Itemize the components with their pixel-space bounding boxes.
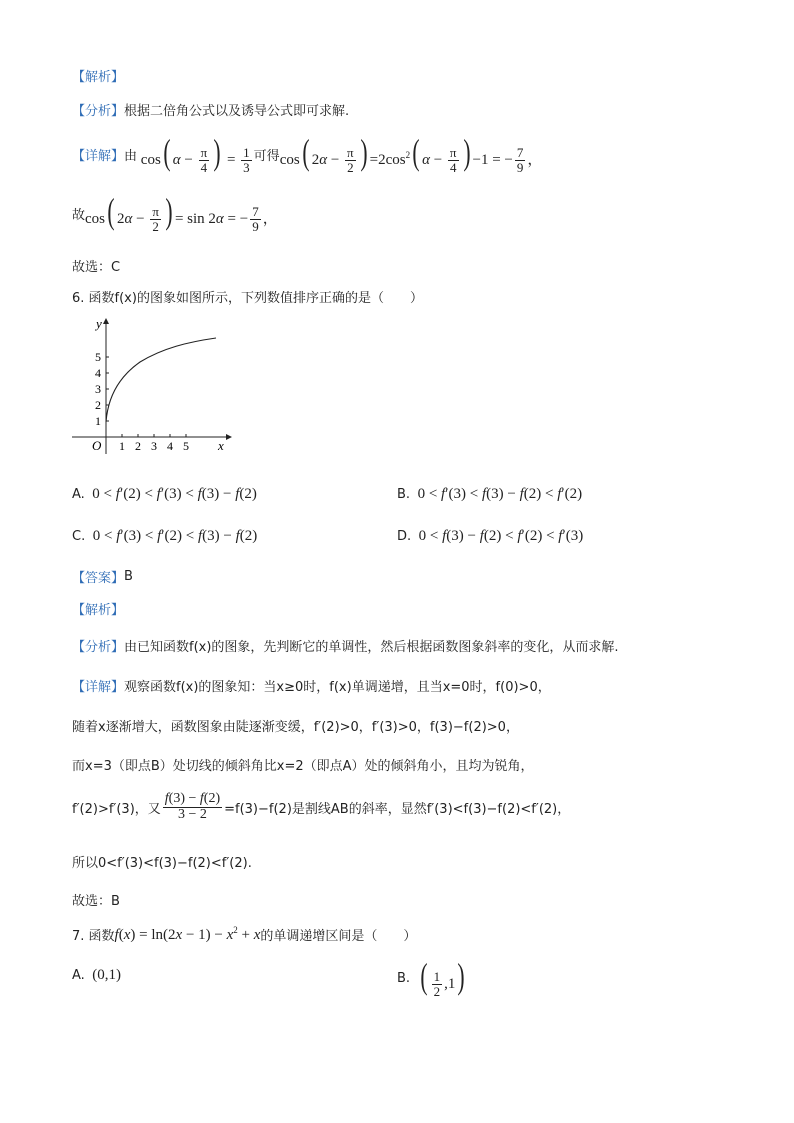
xiangjie-kede: 可得	[253, 148, 280, 164]
option-c[interactable]	[72, 528, 257, 545]
xiangjie-q5-line1	[72, 134, 542, 175]
detail-1: 观察函数f(x)的图象知：当x≥0时，f(x)单调递增，且当x=0时，f(0)>0，	[124, 680, 551, 695]
origin-label: O	[92, 438, 102, 453]
xiangjie-q5-line2	[72, 193, 278, 234]
option-a-label: A.	[72, 487, 85, 502]
formula-cos-condition: cos( α − $\frac{\pi}{4}$ ) = $\frac{1}{3}$	[137, 132, 250, 176]
x-axis-label: x	[218, 438, 224, 453]
q6-stem	[72, 287, 423, 306]
y-tick-2: 2	[95, 398, 101, 412]
q7-option-b-formula: ( $\frac{1}{2}$ ,1)	[419, 956, 465, 1000]
jiexi-tag: 【解析】	[72, 70, 125, 85]
option-a-formula: 0 < f′(2) < f′(3) < f(3) − f(2)	[84, 486, 257, 502]
detail-4a: f′(2)>f′(3)，又	[72, 801, 161, 817]
x-tick-2: 2	[135, 439, 141, 453]
detail-4b: =f(3)−f(2)是割线AB的斜率，显然f′(3)<f(3)−f(2)<f′(2)，	[224, 801, 571, 817]
fenxi-text: 根据二倍角公式以及诱导公式即可求解.	[124, 104, 350, 119]
xiangjie-q6-line3	[72, 755, 534, 774]
xiangjie-you: 由	[124, 148, 138, 164]
option-b-formula: 0 < f′(3) < f(3) − f(2) < f′(2)	[410, 486, 583, 502]
q7-stem-post: 的单调递增区间是（ ）	[260, 929, 417, 944]
detail-5: 所以0<f′(3)<f(3)−f(2)<f′(2).	[72, 856, 252, 871]
xuanze-q6	[72, 890, 120, 909]
x-tick-3: 3	[151, 439, 157, 453]
option-d-formula: 0 < f(3) − f(2) < f′(2) < f′(3)	[411, 528, 584, 544]
detail-3: 而x=3（即点B）处切线的倾斜角比x=2（即点A）处的倾斜角小，且均为锐角，	[72, 759, 534, 774]
q7-option-a-formula: (0,1)	[84, 967, 122, 983]
xuanze-q6-text: 故选：B	[72, 894, 120, 909]
option-c-label: C.	[72, 529, 86, 544]
option-b-label: B.	[397, 487, 411, 502]
fenxi-tag: 【分析】	[72, 104, 125, 119]
xiangjie-tag: 【详解】	[72, 148, 125, 164]
xiangjie-q6-line5	[72, 852, 252, 871]
option-d-label: D.	[397, 529, 412, 544]
jiexi-heading-q5	[72, 66, 124, 85]
xiangjie-q6-line1	[72, 676, 551, 695]
answer-q6-value: B	[124, 569, 133, 584]
y-tick-4: 4	[95, 366, 101, 380]
y-tick-5: 5	[95, 350, 101, 364]
xiangjie-q6-line2	[72, 716, 519, 735]
y-tick-1: 1	[95, 414, 101, 428]
q7-option-b[interactable]	[397, 958, 467, 999]
q7-option-b-label: B.	[397, 970, 411, 986]
function-curve	[106, 338, 216, 422]
y-axis-label: y	[96, 316, 102, 331]
option-d[interactable]	[397, 528, 583, 545]
secant-slope-fraction: $\frac{f(3) - f(2)}{3 - 2}$	[164, 791, 221, 822]
x-tick-4: 4	[167, 439, 173, 453]
fenxi-q6-text: 由已知函数f(x)的图象，先判断它的单调性，然后根据函数图象斜率的变化，从而求解.	[124, 640, 619, 655]
xuanze-q5	[72, 256, 120, 275]
fenxi-q6	[72, 636, 619, 655]
detail-2: 随着x逐渐增大，函数图象由陡逐渐变缓，f′(2)>0，f′(3)>0，f(3)−f(2)>0，	[72, 720, 519, 735]
q6-stem-text: 6. 函数f(x)的图象如图所示，下列数值排序正确的是（ ）	[72, 291, 423, 306]
q7-stem	[72, 925, 416, 944]
jiexi-tag-q6: 【解析】	[72, 603, 125, 618]
y-axis-arrow-icon	[103, 318, 109, 324]
formula-double-angle: cos( 2α − $\frac{\pi}{2}$ ) $=2\cos^2$( α − $\frac{\pi}{4}$ ) −1 = − $\frac{7}{9}$ ，	[279, 132, 543, 176]
xuanze-q5-text: 故选：C	[72, 260, 121, 275]
q7-option-a-label: A.	[72, 968, 85, 983]
q7-option-a[interactable]	[72, 967, 121, 984]
fenxi-tag-q6: 【分析】	[72, 640, 125, 655]
q7-stem-pre: 7. 函数	[72, 929, 115, 944]
x-tick-1: 1	[119, 439, 125, 453]
jiexi-heading-q6	[72, 599, 124, 618]
function-graph	[68, 316, 238, 461]
option-b[interactable]	[397, 486, 582, 503]
x-axis-arrow-icon	[226, 434, 232, 440]
xiangjie-q6-line4	[72, 792, 570, 822]
y-tick-3: 3	[95, 382, 101, 396]
gu-text: 故	[72, 207, 86, 223]
fenxi-q5	[72, 100, 349, 119]
x-tick-5: 5	[183, 439, 189, 453]
q7-function-formula: $f(x) = \ln(2x - 1) - x^2 + x$	[114, 925, 261, 943]
xiangjie-tag-q6: 【详解】	[72, 680, 125, 695]
daan-tag: 【答案】	[72, 571, 125, 586]
answer-q6	[72, 567, 133, 586]
formula-result: cos( 2α − $\frac{\pi}{2}$ ) = sin 2α = − $\frac{7}{9}$ ，	[85, 191, 278, 235]
option-a[interactable]	[72, 486, 257, 503]
option-c-formula: 0 < f′(3) < f′(2) < f(3) − f(2)	[85, 528, 258, 544]
